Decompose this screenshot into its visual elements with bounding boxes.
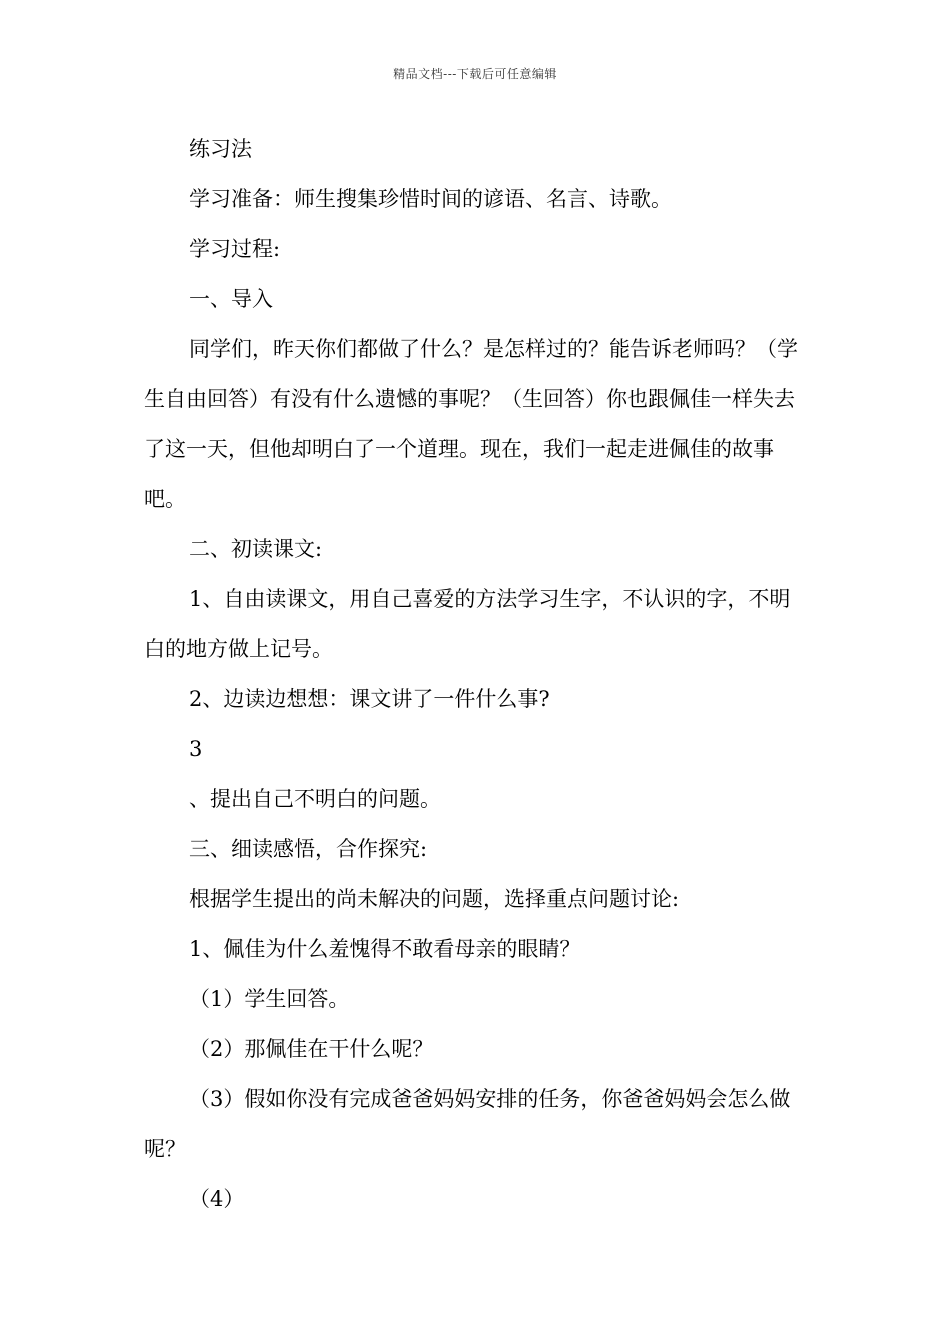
sub-item-2: （2）那佩佳在干什么呢？: [189, 1037, 434, 1061]
list-item-2: 2、边读边想想：课文讲了一件什么事?: [189, 687, 550, 711]
sub-item-1: （1）学生回答。: [189, 987, 350, 1011]
section-heading-close-reading: 三、细读感悟，合作探究:: [189, 837, 428, 861]
question-1: 1、佩佳为什么羞愧得不敢看母亲的眼睛？: [189, 937, 581, 961]
document-body: [144, 124, 808, 1224]
list-item-3-text: 、提出自己不明白的问题。: [189, 787, 441, 811]
paragraph-process-heading: 学习过程:: [189, 237, 281, 261]
paragraph-method: 练习法: [189, 137, 252, 161]
list-item-3-number: 3: [189, 737, 203, 761]
section-heading-intro: 一、导入: [189, 287, 273, 311]
sub-item-4: （4）: [189, 1187, 245, 1211]
list-item-1: 1、自由读课文，用自己喜爱的方法学习生字，不认识的字，不明白的地方做上记号。: [144, 587, 791, 661]
paragraph-intro-text: 同学们，昨天你们都做了什么？是怎样过的？能告诉老师吗？（学生自由回答）有没有什么遗憾的事呢？（生回答）你也跟佩佳一样失去了这一天，但他却明白了一个道理。现在，我们一起走进佩佳的故事吧。: [144, 337, 798, 511]
section-heading-first-reading: 二、初读课文:: [189, 537, 323, 561]
paragraph-preparation: 学习准备：师生搜集珍惜时间的谚语、名言、诗歌。: [189, 187, 672, 211]
sub-item-3: （3）假如你没有完成爸爸妈妈安排的任务，你爸爸妈妈会怎么做呢？: [144, 1087, 791, 1161]
page-header: 精品文档---下载后可任意编辑: [393, 67, 557, 81]
paragraph-discussion: 根据学生提出的尚未解决的问题，选择重点问题讨论:: [189, 887, 680, 911]
